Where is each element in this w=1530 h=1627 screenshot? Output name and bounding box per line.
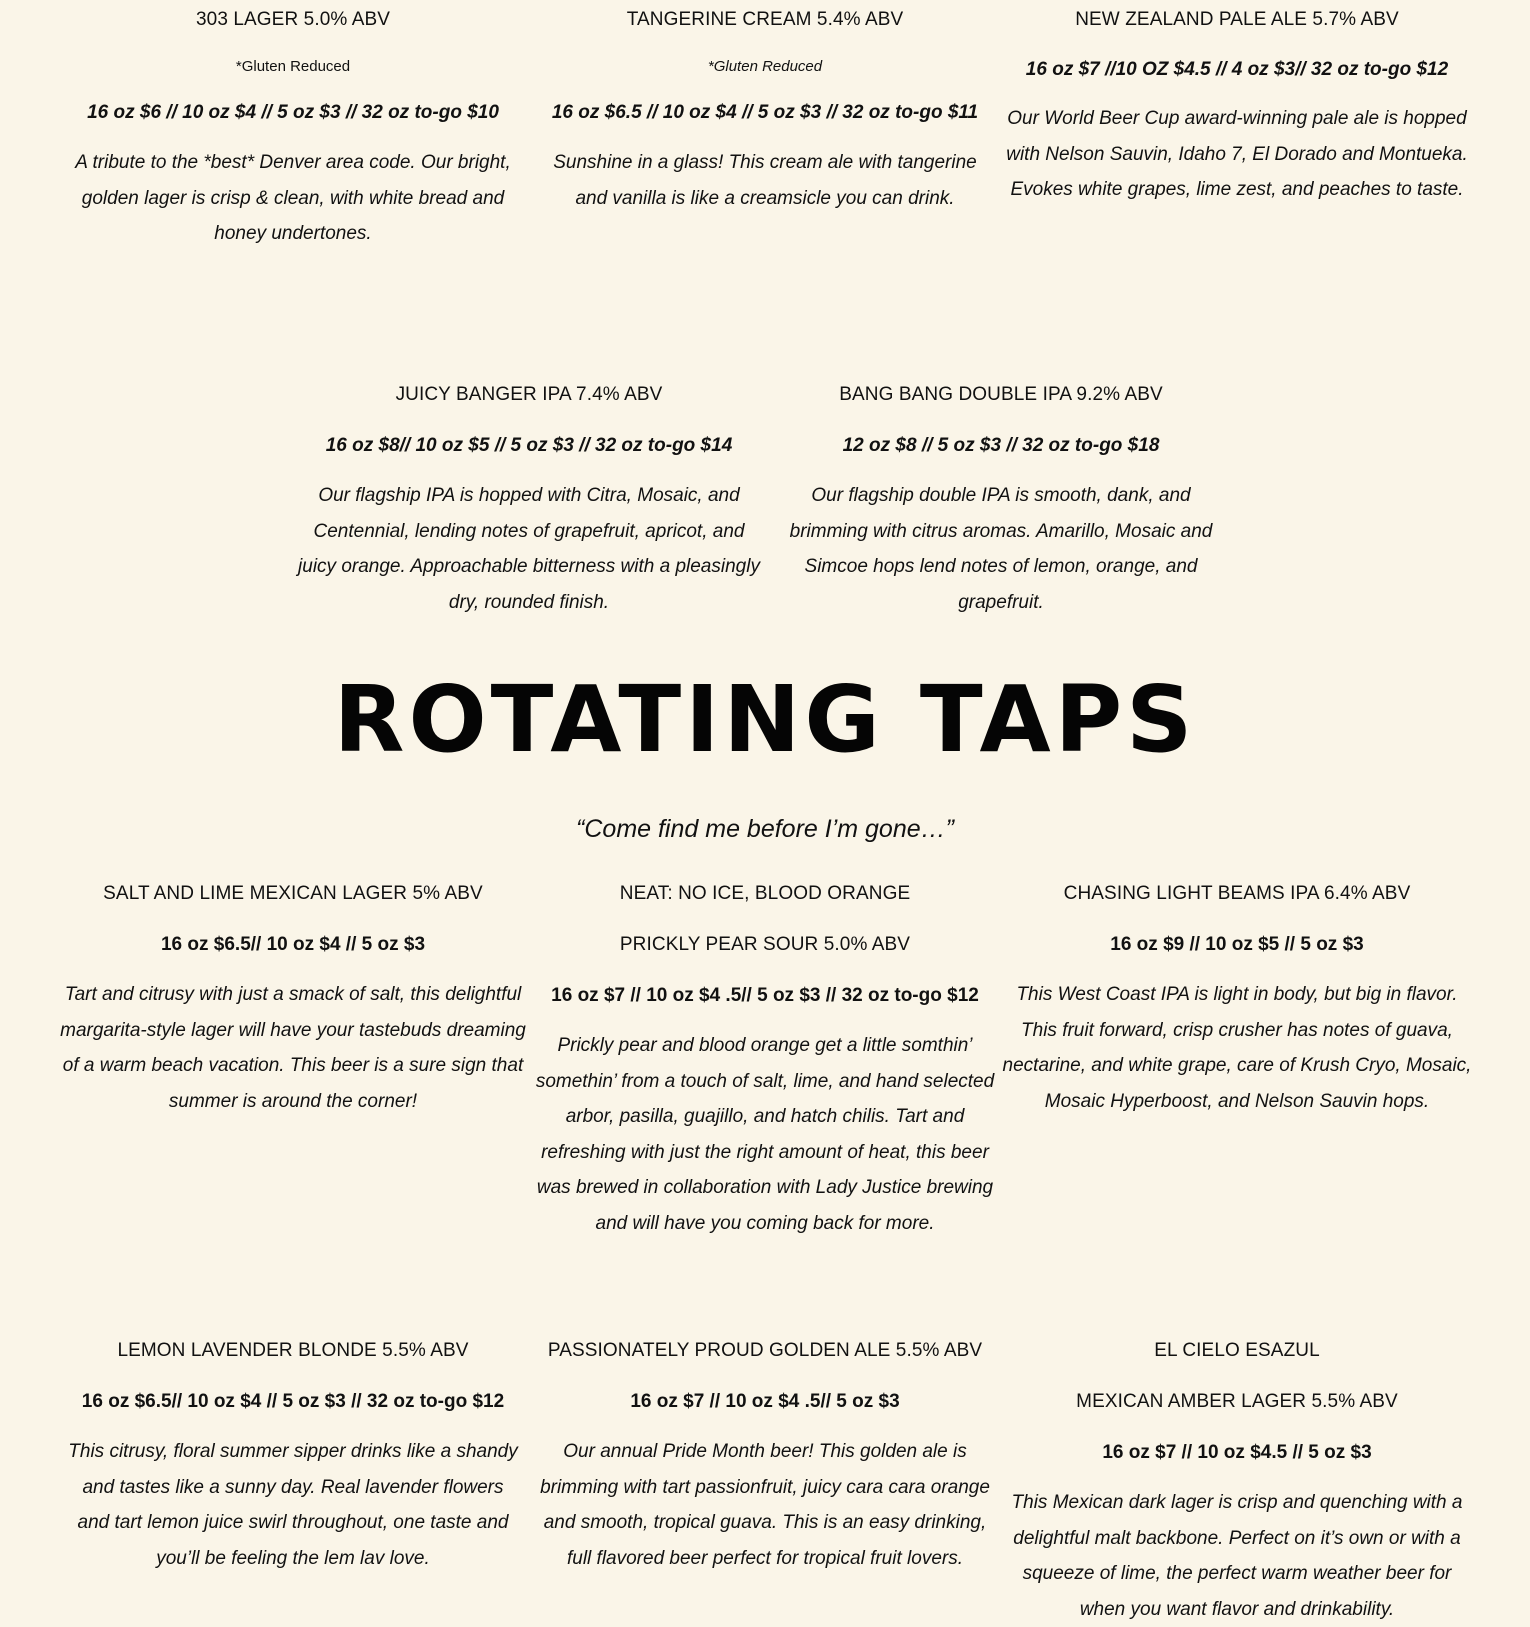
beer-description: Our flagship double IPA is smooth, dank, and brimming with citrus aromas. Amarillo, Mosaic and Simcoe hops lend notes of lemon, orange, and grapefruit. — [789, 485, 1213, 613]
beer-price: 16 oz $6 // 10 oz $4 // 5 oz $3 // 32 oz to-go $10 — [87, 102, 499, 123]
beer-price: 16 oz $8// 10 oz $5 // 5 oz $3 // 32 oz to-go $14 — [325, 435, 733, 456]
beer-name: SALT AND LIME MEXICAN LAGER 5% ABV — [103, 883, 483, 904]
beer-price: 12 oz $8 // 5 oz $3 // 32 oz to-go $18 — [842, 435, 1160, 456]
beer-price: 16 oz $6.5// 10 oz $4 // 5 oz $3 — [160, 934, 426, 955]
beer-price: 16 oz $7 //10 OZ $4.5 // 4 oz $3// 32 oz to-go $12 — [1025, 59, 1449, 80]
beer-description: Our annual Pride Month beer! This golden ale is brimming with tart passionfruit, juicy cara cara orange and smooth, tropical guava. This is an easy drinking, full flavored beer perfect for tropical fruit lovers. — [540, 1441, 990, 1569]
beer-303-lager — [58, 9, 528, 252]
beer-el-cielo-esazul — [1002, 1340, 1472, 1627]
beer-description: Prickly pear and blood orange get a little somthin’ somethin’ from a touch of salt, lime, and hand selected arbor, pasilla, guajillo, and hatch chilis. Tart and refreshing with just the right amount of heat, this beer was brewed in collaboration with Lady Justice brewing and will have you coming back for more. — [535, 1035, 995, 1234]
beer-chasing-light-beams-ipa — [1002, 883, 1472, 1119]
beer-description: Sunshine in a glass! This cream ale with tangerine and vanilla is like a creamsicle you can drink. — [553, 152, 977, 209]
beer-price: 16 oz $9 // 10 oz $5 // 5 oz $3 — [1110, 934, 1364, 955]
beer-price: 16 oz $7 // 10 oz $4 .5// 5 oz $3 // 32 oz to-go $12 — [551, 985, 979, 1006]
beer-note: *Gluten Reduced — [235, 58, 351, 75]
beer-description: Our World Beer Cup award-winning pale ale is hopped with Nelson Sauvin, Idaho 7, El Dorado and Montueka. Evokes white grapes, lime zest, and peaches to taste. — [1006, 108, 1468, 200]
beer-price: 16 oz $7 // 10 oz $4.5 // 5 oz $3 — [1102, 1442, 1372, 1463]
beer-description: A tribute to the *best* Denver area code. Our bright, golden lager is crisp & clean, with white bread and honey undertones. — [75, 152, 511, 244]
rotating-taps-title: ROTATING TAPS — [333, 666, 1197, 773]
beer-salt-and-lime-lager — [58, 883, 528, 1119]
beer-name-line-2: MEXICAN AMBER LAGER 5.5% ABV — [1076, 1391, 1398, 1412]
beer-name-line-2: PRICKLY PEAR SOUR 5.0% ABV — [619, 934, 911, 955]
beer-description: This citrusy, floral summer sipper drinks like a shandy and tastes like a sunny day. Real lavender flowers and tart lemon juice swirl throughout, one taste and you’ll be feeling the lem lav love. — [68, 1441, 518, 1569]
beer-description: Tart and citrusy with just a smack of salt, this delightful margarita-style lager will have your tastebuds dreaming of a warm beach vacation. This beer is a sure sign that summer is around the corner! — [60, 984, 526, 1112]
beer-price: 16 oz $6.5// 10 oz $4 // 5 oz $3 // 32 oz to-go $12 — [81, 1391, 505, 1412]
beer-name: PASSIONATELY PROUD GOLDEN ALE 5.5% ABV — [547, 1340, 983, 1361]
beer-name: EL CIELO ESAZUL — [1154, 1340, 1320, 1361]
beer-new-zealand-pale-ale — [1002, 9, 1472, 208]
beer-name: NEAT: NO ICE, BLOOD ORANGE — [619, 883, 911, 904]
beer-name: NEW ZEALAND PALE ALE 5.7% ABV — [1075, 9, 1399, 30]
beer-name: LEMON LAVENDER BLONDE 5.5% ABV — [117, 1340, 469, 1361]
beer-price: 16 oz $7 // 10 oz $4 .5// 5 oz $3 — [630, 1391, 900, 1412]
beer-name: BANG BANG DOUBLE IPA 9.2% ABV — [839, 384, 1163, 405]
beer-name: TANGERINE CREAM 5.4% ABV — [626, 9, 904, 30]
beer-description: This Mexican dark lager is crisp and quenching with a delightful malt backbone. Perfect on it’s own or with a squeeze of lime, the perfect warm weather beer for when you want flavor and drinkability. — [1011, 1492, 1463, 1620]
beer-description: This West Coast IPA is light in body, but big in flavor. This fruit forward, crisp crusher has notes of guava, nectarine, and white grape, care of Krush Cryo, Mosaic, Mosaic Hyperboost, and Nelson Sauvin hops. — [1002, 984, 1472, 1112]
beer-name: JUICY BANGER IPA 7.4% ABV — [395, 384, 663, 405]
beer-name: CHASING LIGHT BEAMS IPA 6.4% ABV — [1063, 883, 1411, 904]
beer-tangerine-cream — [530, 9, 1000, 216]
beer-passionately-proud-golden-ale — [530, 1340, 1000, 1576]
beer-bang-bang-double-ipa — [766, 384, 1236, 620]
beer-neat-blood-orange-sour — [530, 883, 1000, 1241]
beer-lemon-lavender-blonde — [58, 1340, 528, 1576]
beer-name: 303 LAGER 5.0% ABV — [195, 9, 391, 30]
beer-juicy-banger-ipa — [294, 384, 764, 620]
rotating-taps-tagline: “Come find me before I’m gone…” — [576, 815, 954, 843]
beer-note: *Gluten Reduced — [707, 58, 823, 75]
beer-description: Our flagship IPA is hopped with Citra, Mosaic, and Centennial, lending notes of grapefruit, apricot, and juicy orange. Approachable bitterness with a pleasingly dry, rounded finish. — [298, 485, 760, 613]
beer-price: 16 oz $6.5 // 10 oz $4 // 5 oz $3 // 32 oz to-go $11 — [551, 102, 979, 123]
